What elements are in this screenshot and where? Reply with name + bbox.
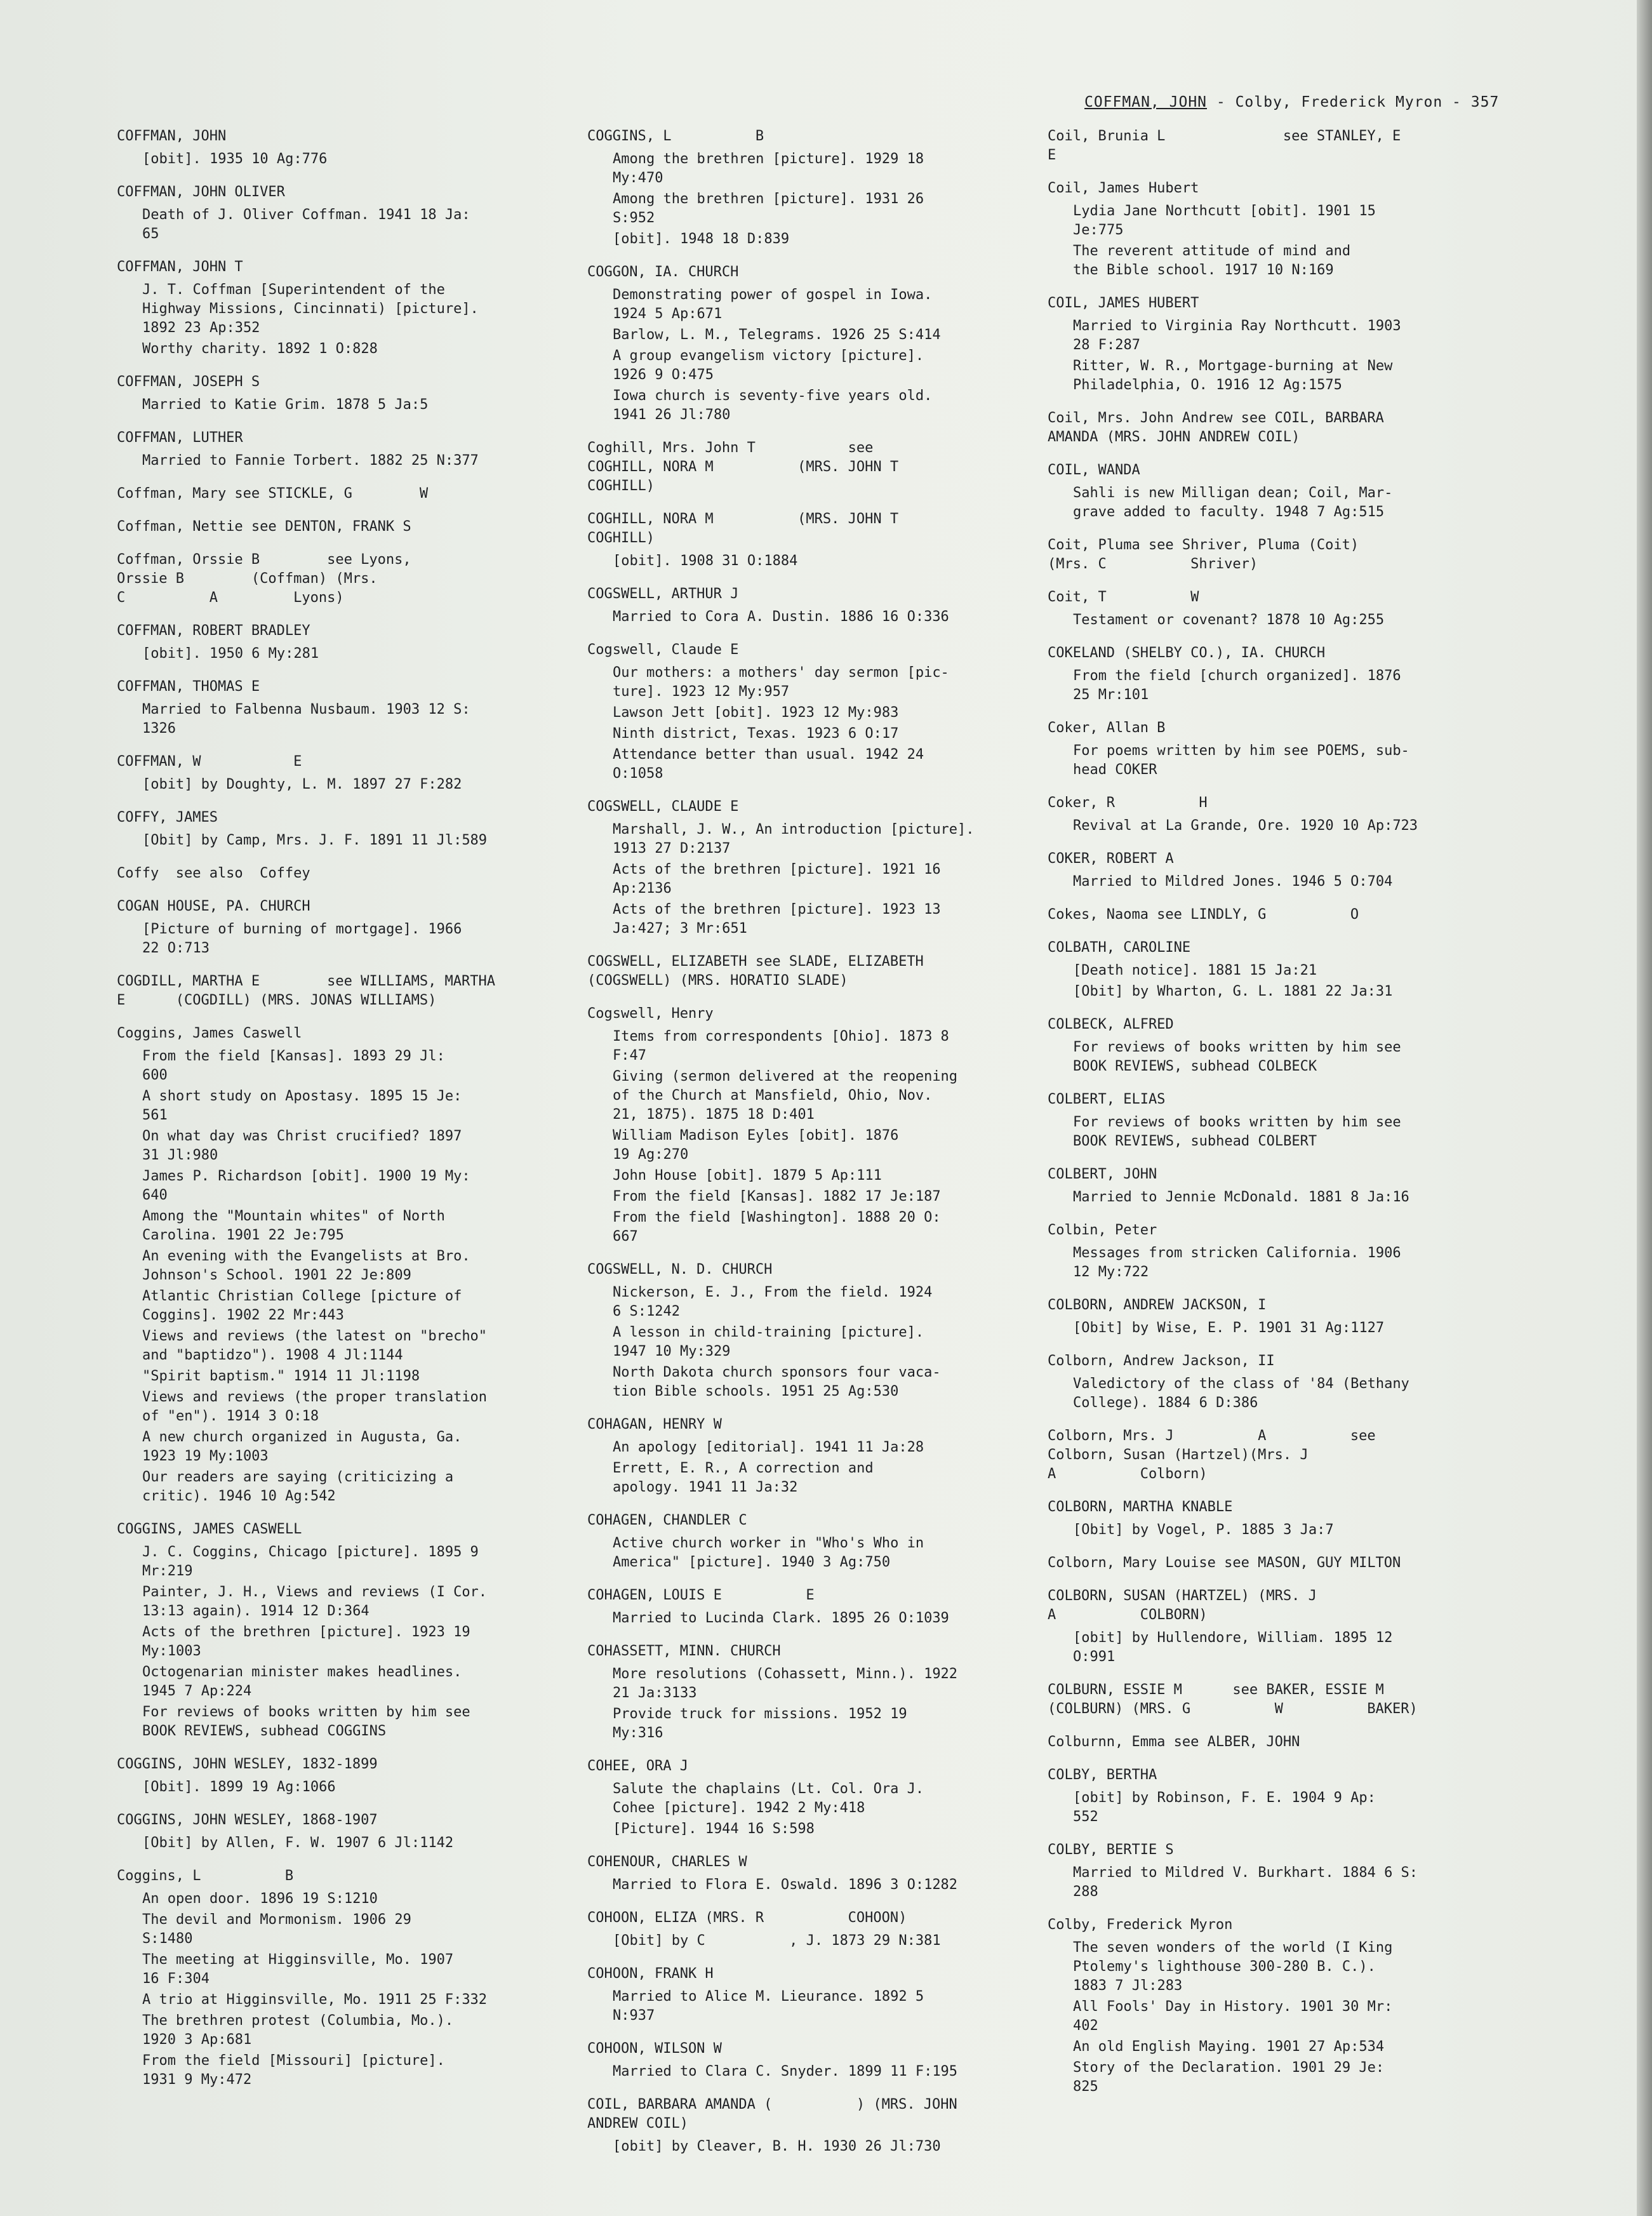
citation-line: Among the "Mountain whites" of North Carolina. 1901 22 Je:795 xyxy=(142,1208,445,1243)
index-entry xyxy=(587,1965,1089,2026)
citation-line: Views and reviews (the proper translation of "en"). 1914 3 O:18 xyxy=(142,1389,488,1424)
index-entry xyxy=(587,1511,1089,1572)
citation-line: Married to Clara C. Snyder. 1899 11 F:195 xyxy=(613,2064,958,2079)
entry-heading: COGSWELL, N. D. CHURCH xyxy=(587,1262,773,1278)
entry-heading: Coit, T W xyxy=(1048,589,1199,605)
citation-line: [obit]. 1935 10 Ag:776 xyxy=(142,151,328,167)
citation-line: Octogenarian minister makes headlines. 1945 7 Ap:224 xyxy=(142,1664,462,1699)
entry-heading: COGSWELL, CLAUDE E xyxy=(587,799,739,815)
index-entry xyxy=(1048,905,1549,924)
citation-line: Provide truck for missions. 1952 19 My:316 xyxy=(613,1706,907,1741)
index-entry xyxy=(587,1757,1089,1839)
index-entry xyxy=(587,1642,1089,1743)
citation-line: [Obit] by Wise, E. P. 1901 31 Ag:1127 xyxy=(1073,1320,1385,1336)
index-entry xyxy=(1048,1427,1549,1484)
citation-line: Married to Mildred Jones. 1946 5 O:704 xyxy=(1073,874,1393,890)
citation-line: [obit]. 1908 31 O:1884 xyxy=(613,553,798,569)
entry-heading: COFFMAN, LUTHER xyxy=(117,430,243,446)
citation-line: Barlow, L. M., Telegrams. 1926 25 S:414 xyxy=(613,327,941,343)
entry-heading: COGGINS, JAMES CASWELL xyxy=(117,1521,302,1537)
citation-line: Valedictory of the class of '84 (Bethany College). 1884 6 D:386 xyxy=(1073,1376,1409,1411)
citation-line: [obit] by Robinson, F. E. 1904 9 Ap: 552 xyxy=(1073,1790,1376,1825)
citation-line: Ninth district, Texas. 1923 6 O:17 xyxy=(613,726,899,742)
index-entry xyxy=(117,373,618,415)
index-entry xyxy=(587,127,1089,249)
citation-line: An open door. 1896 19 S:1210 xyxy=(142,1891,378,1907)
entry-heading: COHOON, FRANK H xyxy=(587,1966,714,1982)
entry-heading: COGGINS, JOHN WESLEY, 1868-1907 xyxy=(117,1812,378,1828)
citation-line: Among the brethren [picture]. 1929 18 My:470 xyxy=(613,151,924,186)
index-entry xyxy=(117,1867,618,2090)
index-column-3 xyxy=(1048,127,1549,2111)
citation-line: All Fools' Day in History. 1901 30 Mr: 402 xyxy=(1073,1999,1393,2034)
citation-line: Errett, E. R., A correction and apology. 1941 11 Ja:32 xyxy=(613,1460,874,1495)
entry-heading: COGDILL, MARTHA E see WILLIAMS, MARTHA E (COGDILL) (MRS. JONAS WILLIAMS) xyxy=(117,973,496,1008)
citation-line: Attendance better than usual. 1942 24 O:1058 xyxy=(613,747,924,782)
citation-line: Death of J. Oliver Coffman. 1941 18 Ja: 65 xyxy=(142,207,470,242)
citation-line: Our mothers: a mothers' day sermon [pic- ture]. 1923 12 My:957 xyxy=(613,665,949,700)
citation-line: From the field [Missouri] [picture]. 1931 9 My:472 xyxy=(142,2053,445,2088)
entry-heading: COKER, ROBERT A xyxy=(1048,851,1174,867)
citation-line: North Dakota church sponsors four vaca- tion Bible schools. 1951 25 Ag:530 xyxy=(613,1365,941,1399)
entry-heading: Cokes, Naoma see LINDLY, G O xyxy=(1048,907,1359,923)
citation-line: [obit]. 1950 6 My:281 xyxy=(142,646,319,662)
entry-heading: Coffy see also Coffey xyxy=(117,865,310,881)
citation-line: James P. Richardson [obit]. 1900 19 My: 640 xyxy=(142,1168,470,1203)
entry-heading: Coil, Brunia L see STANLEY, E E xyxy=(1048,128,1401,163)
citation-line: The meeting at Higginsville, Mo. 1907 16 F:304 xyxy=(142,1952,454,1987)
index-entry xyxy=(587,1909,1089,1951)
index-entry xyxy=(587,585,1089,627)
entry-heading: COHAGEN, CHANDLER C xyxy=(587,1512,747,1528)
citation-line: Married to Fannie Torbert. 1882 25 N:377 xyxy=(142,453,479,469)
index-entry xyxy=(587,510,1089,571)
entry-heading: COGAN HOUSE, PA. CHURCH xyxy=(117,898,310,914)
entry-heading: COHENOUR, CHARLES W xyxy=(587,1854,747,1870)
index-entry xyxy=(587,641,1089,784)
citation-line: Married to Jennie McDonald. 1881 8 Ja:16 xyxy=(1073,1189,1409,1205)
index-entry xyxy=(587,1853,1089,1895)
citation-line: "Spirit baptism." 1914 11 Jl:1198 xyxy=(142,1368,420,1384)
entry-heading: COFFMAN, ROBERT BRADLEY xyxy=(117,623,310,639)
citation-line: Sahli is new Milligan dean; Coil, Mar- grave added to faculty. 1948 7 Ag:515 xyxy=(1073,485,1393,520)
entry-heading: Coggins, L B xyxy=(117,1868,294,1884)
index-entry xyxy=(1048,719,1549,780)
citation-line: Acts of the brethren [picture]. 1923 19 My:1003 xyxy=(142,1624,470,1659)
running-head-right: - Colby, Frederick Myron - 357 xyxy=(1216,94,1500,110)
citation-line: Iowa church is seventy-five years old. 1941 26 Jl:780 xyxy=(613,388,933,423)
index-entry xyxy=(1048,294,1549,395)
entry-heading: Cogswell, Henry xyxy=(587,1006,714,1022)
index-entry xyxy=(117,622,618,664)
index-entry xyxy=(117,258,618,359)
citation-line: Active church worker in "Who's Who in America" [picture]. 1940 3 Ag:750 xyxy=(613,1535,924,1570)
index-entry xyxy=(1048,1165,1549,1207)
entry-heading: Coit, Pluma see Shriver, Pluma (Coit) (Mrs. C Shriver) xyxy=(1048,537,1359,572)
citation-line: For poems written by him see POEMS, sub- head COKER xyxy=(1073,743,1409,778)
index-entry xyxy=(1048,850,1549,891)
citation-line: William Madison Eyles [obit]. 1876 19 Ag:270 xyxy=(613,1128,899,1163)
index-entry xyxy=(117,897,618,958)
index-entry xyxy=(1048,1733,1549,1752)
entry-heading: Coker, Allan B xyxy=(1048,720,1166,736)
entry-heading: COHOON, ELIZA (MRS. R COHOON) xyxy=(587,1910,907,1926)
citation-line: [Picture]. 1944 16 S:598 xyxy=(613,1821,815,1837)
entry-heading: Coker, R H xyxy=(1048,795,1208,811)
citation-line: The reverent attitude of mind and the Bible school. 1917 10 N:169 xyxy=(1073,243,1351,278)
citation-line: From the field [Kansas]. 1893 29 Jl: 600 xyxy=(142,1048,445,1083)
index-entry xyxy=(117,752,618,794)
index-entry xyxy=(587,2039,1089,2081)
entry-heading: COLBECK, ALFRED xyxy=(1048,1017,1174,1032)
citation-line: Our readers are saying (criticizing a critic). 1946 10 Ag:542 xyxy=(142,1469,454,1504)
citation-line: [Obit] by C , J. 1873 29 N:381 xyxy=(613,1933,941,1949)
citation-line: Acts of the brethren [picture]. 1921 16 Ap:2136 xyxy=(613,862,941,897)
citation-line: [Picture of burning of mortgage]. 1966 22 O:713 xyxy=(142,921,462,956)
citation-line: Married to Mildred V. Burkhart. 1884 6 S: 288 xyxy=(1073,1865,1418,1900)
citation-line: [Obit] by Camp, Mrs. J. F. 1891 11 Jl:589 xyxy=(142,832,488,848)
entry-heading: COLBORN, MARTHA KNABLE xyxy=(1048,1499,1233,1515)
entry-heading: COIL, WANDA xyxy=(1048,462,1140,478)
entry-heading: Colborn, Mary Louise see MASON, GUY MILTON xyxy=(1048,1555,1401,1571)
index-entry xyxy=(1048,409,1549,447)
index-entry xyxy=(1048,1841,1549,1902)
index-entry xyxy=(587,798,1089,938)
running-head xyxy=(1084,94,1643,110)
entry-heading: COLBATH, CAROLINE xyxy=(1048,940,1191,956)
citation-line: An evening with the Evangelists at Bro. Johnson's School. 1901 22 Je:809 xyxy=(142,1248,470,1283)
entry-heading: COKELAND (SHELBY CO.), IA. CHURCH xyxy=(1048,645,1326,661)
index-entry xyxy=(1048,1352,1549,1413)
citation-line: Lydia Jane Northcutt [obit]. 1901 15 Je:775 xyxy=(1073,203,1376,238)
entry-heading: COGGINS, L B xyxy=(587,128,764,144)
entry-heading: Cogswell, Claude E xyxy=(587,642,739,658)
citation-line: A group evangelism victory [picture]. 1926 9 O:475 xyxy=(613,348,924,383)
index-entry xyxy=(1048,1221,1549,1282)
citation-line: Testament or covenant? 1878 10 Ag:255 xyxy=(1073,612,1385,628)
index-entry xyxy=(117,484,618,504)
index-entry xyxy=(587,1005,1089,1246)
index-entry xyxy=(587,1586,1089,1628)
entry-heading: COGSWELL, ELIZABETH see SLADE, ELIZABETH (COGSWELL) (MRS. HORATIO SLADE) xyxy=(587,954,924,989)
entry-heading: COGGINS, JOHN WESLEY, 1832-1899 xyxy=(117,1756,378,1772)
citation-line: [obit] by Doughty, L. M. 1897 27 F:282 xyxy=(142,777,462,792)
citation-line: Demonstrating power of gospel in Iowa. 1924 5 Ap:671 xyxy=(613,287,933,322)
entry-heading: Colburnn, Emma see ALBER, JOHN xyxy=(1048,1734,1300,1750)
citation-line: From the field [Kansas]. 1882 17 Je:187 xyxy=(613,1189,941,1205)
entry-heading: Coghill, Mrs. John T see COGHILL, NORA M (MRS. JOHN T COGHILL) xyxy=(587,440,899,494)
citation-line: Married to Cora A. Dustin. 1886 16 O:336 xyxy=(613,609,949,625)
citation-line: On what day was Christ crucified? 1897 31 Jl:980 xyxy=(142,1128,462,1163)
index-entry xyxy=(1048,179,1549,280)
citation-line: An old English Maying. 1901 27 Ap:534 xyxy=(1073,2039,1385,2055)
entry-heading: COFFMAN, JOSEPH S xyxy=(117,374,260,390)
entry-heading: Coffman, Nettie see DENTON, FRANK S xyxy=(117,519,411,535)
citation-line: The brethren protest (Columbia, Mo.). 1920 3 Ap:681 xyxy=(142,2013,454,2048)
citation-line: John House [obit]. 1879 5 Ap:111 xyxy=(613,1168,882,1184)
citation-line: From the field [Washington]. 1888 20 O: 667 xyxy=(613,1210,941,1245)
entry-heading: COGSWELL, ARTHUR J xyxy=(587,586,739,602)
index-entry xyxy=(587,1415,1089,1497)
entry-heading: COGGON, IA. CHURCH xyxy=(587,264,739,280)
citation-line: Items from correspondents [Ohio]. 1873 8 F:47 xyxy=(613,1029,949,1064)
entry-heading: Colby, Frederick Myron xyxy=(1048,1917,1233,1933)
entry-heading: COFFMAN, THOMAS E xyxy=(117,679,260,695)
index-entry xyxy=(117,1755,618,1797)
index-entry xyxy=(117,1024,618,1506)
citation-line: Painter, J. H., Views and reviews (I Cor. 13:13 again). 1914 12 D:364 xyxy=(142,1584,488,1619)
index-entry xyxy=(1048,1681,1549,1719)
citation-line: Married to Alice M. Lieurance. 1892 5 N:937 xyxy=(613,1989,924,2024)
citation-line: Atlantic Christian College [picture of Coggins]. 1902 22 Mr:443 xyxy=(142,1288,462,1323)
index-entry xyxy=(1048,794,1549,836)
index-entry xyxy=(117,677,618,738)
citation-line: More resolutions (Cohassett, Minn.). 1922 21 Ja:3133 xyxy=(613,1666,958,1701)
index-entry xyxy=(117,183,618,244)
index-entry xyxy=(117,864,618,883)
index-entry xyxy=(1048,536,1549,574)
citation-line: Married to Falbenna Nusbaum. 1903 12 S: 1326 xyxy=(142,702,470,737)
entry-heading: COLBY, BERTIE S xyxy=(1048,1842,1174,1858)
index-column-2 xyxy=(587,127,1089,2170)
citation-line: [Obit] by Wharton, G. L. 1881 22 Ja:31 xyxy=(1073,984,1393,999)
citation-line: J. T. Coffman [Superintendent of the Highway Missions, Cincinnati) [picture]. 1892 23 Ap:352 xyxy=(142,282,479,336)
citation-line: A short study on Apostasy. 1895 15 Je: 561 xyxy=(142,1088,462,1123)
citation-line: Messages from stricken California. 1906 12 My:722 xyxy=(1073,1245,1401,1280)
citation-line: [Obit]. 1899 19 Ag:1066 xyxy=(142,1779,336,1795)
index-entry xyxy=(1048,1554,1549,1573)
citation-line: [obit]. 1948 18 D:839 xyxy=(613,231,790,247)
entry-heading: COFFMAN, JOHN T xyxy=(117,259,243,275)
entry-heading: COHOON, WILSON W xyxy=(587,2041,722,2057)
index-entry xyxy=(587,2095,1089,2156)
entry-heading: COHAGEN, LOUIS E E xyxy=(587,1587,815,1603)
entry-heading: COFFMAN, JOHN xyxy=(117,128,227,144)
entry-heading: COHAGAN, HENRY W xyxy=(587,1417,722,1432)
citation-line: Views and reviews (the latest on "brecho" and "baptidzo"). 1908 4 Jl:1144 xyxy=(142,1328,488,1363)
entry-heading: Coffman, Mary see STICKLE, G W xyxy=(117,486,429,502)
index-entry xyxy=(1048,644,1549,705)
entry-heading: Coggins, James Caswell xyxy=(117,1025,302,1041)
citation-line: The devil and Mormonism. 1906 29 S:1480 xyxy=(142,1912,411,1947)
citation-line: For reviews of books written by him see BOOK REVIEWS, subhead COLBECK xyxy=(1073,1039,1401,1074)
running-head-left: COFFMAN, JOHN xyxy=(1084,94,1208,110)
citation-line: J. C. Coggins, Chicago [picture]. 1895 9 Mr:219 xyxy=(142,1544,479,1579)
citation-line: A trio at Higginsville, Mo. 1911 25 F:332 xyxy=(142,1992,488,2008)
citation-line: For reviews of books written by him see BOOK REVIEWS, subhead COGGINS xyxy=(142,1704,470,1739)
citation-line: Salute the chaplains (Lt. Col. Ora J. Cohee [picture]. 1942 2 My:418 xyxy=(613,1781,924,1816)
entry-heading: COHEE, ORA J xyxy=(587,1758,688,1774)
citation-line: [Obit] by Allen, F. W. 1907 6 Jl:1142 xyxy=(142,1835,454,1851)
citation-line: Story of the Declaration. 1901 29 Je: 825 xyxy=(1073,2060,1385,2095)
citation-line: [obit] by Hullendore, William. 1895 12 O:991 xyxy=(1073,1630,1393,1665)
citation-line: Giving (sermon delivered at the reopening of the Church at Mansfield, Ohio, Nov. 21, 1875). 1875 18 D:401 xyxy=(613,1069,958,1123)
index-entry xyxy=(1048,1015,1549,1076)
index-entry xyxy=(117,429,618,471)
index-entry xyxy=(1048,127,1549,165)
entry-heading: COGHILL, NORA M (MRS. JOHN T COGHILL) xyxy=(587,511,899,546)
index-entry xyxy=(587,263,1089,425)
citation-line: Worthy charity. 1892 1 O:828 xyxy=(142,341,378,357)
citation-line: [Death notice]. 1881 15 Ja:21 xyxy=(1073,963,1317,978)
citation-line: Nickerson, E. J., From the field. 1924 6 S:1242 xyxy=(613,1285,933,1319)
citation-line: Married to Katie Grim. 1878 5 Ja:5 xyxy=(142,397,429,413)
entry-heading: COFFMAN, W E xyxy=(117,754,302,770)
index-entry xyxy=(117,808,618,850)
entry-heading: Coffman, Orssie B see Lyons, Orssie B (Coffman) (Mrs. C A Lyons) xyxy=(117,552,411,606)
entry-heading: COHASSETT, MINN. CHURCH xyxy=(587,1643,781,1659)
entry-heading: COLBY, BERTHA xyxy=(1048,1767,1157,1783)
entry-heading: COLBORN, SUSAN (HARTZEL) (MRS. J A COLBORN) xyxy=(1048,1588,1317,1623)
entry-heading: Coil, Mrs. John Andrew see COIL, BARBARA AMANDA (MRS. JOHN ANDREW COIL) xyxy=(1048,410,1384,445)
index-entry xyxy=(1048,1916,1549,2097)
entry-heading: Colborn, Andrew Jackson, II xyxy=(1048,1353,1275,1369)
index-entry xyxy=(117,1520,618,1741)
entry-heading: Colborn, Mrs. J A see Colborn, Susan (Hartzel)(Mrs. J A Colborn) xyxy=(1048,1428,1376,1482)
index-entry xyxy=(117,551,618,608)
citation-line: Revival at La Grande, Ore. 1920 10 Ap:723 xyxy=(1073,818,1418,834)
entry-heading: COLBERT, ELIAS xyxy=(1048,1091,1166,1107)
index-entry xyxy=(587,1260,1089,1401)
index-entry xyxy=(1048,461,1549,522)
citation-line: An apology [editorial]. 1941 11 Ja:28 xyxy=(613,1439,924,1455)
entry-heading: COIL, BARBARA AMANDA ( ) (MRS. JOHN ANDREW COIL) xyxy=(587,2097,957,2132)
index-entry xyxy=(117,972,618,1010)
index-entry xyxy=(1048,1090,1549,1151)
index-entry xyxy=(117,1811,618,1853)
citation-line: Among the brethren [picture]. 1931 26 S:952 xyxy=(613,191,924,226)
entry-heading: COFFMAN, JOHN OLIVER xyxy=(117,184,285,200)
entry-heading: COIL, JAMES HUBERT xyxy=(1048,295,1199,311)
index-entry xyxy=(1048,938,1549,1001)
citation-line: The seven wonders of the world (I King Ptolemy's lighthouse 300-280 B. C.). 1883 7 Jl:283 xyxy=(1073,1940,1393,1994)
citation-line: Lawson Jett [obit]. 1923 12 My:983 xyxy=(613,705,899,721)
entry-heading: COLBERT, JOHN xyxy=(1048,1166,1157,1182)
citation-line: [obit] by Cleaver, B. H. 1930 26 Jl:730 xyxy=(613,2139,941,2154)
page-edge-shadow xyxy=(1637,0,1652,2216)
index-entry xyxy=(1048,1587,1549,1667)
index-entry xyxy=(1048,1296,1549,1338)
citation-line: Acts of the brethren [picture]. 1923 13 Ja:427; 3 Mr:651 xyxy=(613,902,941,937)
index-entry xyxy=(117,517,618,537)
index-entry xyxy=(1048,1766,1549,1827)
index-entry xyxy=(587,952,1089,991)
citation-line: Married to Lucinda Clark. 1895 26 O:1039 xyxy=(613,1610,949,1626)
citation-line: For reviews of books written by him see BOOK REVIEWS, subhead COLBERT xyxy=(1073,1114,1401,1149)
citation-line: A new church organized in Augusta, Ga. 1923 19 My:1003 xyxy=(142,1429,462,1464)
citation-line: Married to Virginia Ray Northcutt. 1903 28 F:287 xyxy=(1073,318,1401,353)
entry-heading: COFFY, JAMES xyxy=(117,810,218,825)
index-entry xyxy=(117,127,618,169)
citation-line: A lesson in child-training [picture]. 1947 10 My:329 xyxy=(613,1325,924,1359)
citation-line: Marshall, J. W., An introduction [picture]. 1913 27 D:2137 xyxy=(613,822,975,857)
index-entry xyxy=(1048,1498,1549,1540)
citation-line: Ritter, W. R., Mortgage-burning at New Philadelphia, O. 1916 12 Ag:1575 xyxy=(1073,358,1393,393)
entry-heading: Coil, James Hubert xyxy=(1048,180,1199,196)
index-entry xyxy=(1048,588,1549,630)
citation-line: From the field [church organized]. 1876 25 Mr:101 xyxy=(1073,668,1401,703)
entry-heading: Colbin, Peter xyxy=(1048,1222,1157,1238)
index-entry xyxy=(587,439,1089,496)
index-column-1 xyxy=(117,127,618,2104)
entry-heading: COLBORN, ANDREW JACKSON, I xyxy=(1048,1297,1267,1313)
citation-line: [Obit] by Vogel, P. 1885 3 Ja:7 xyxy=(1073,1522,1334,1538)
citation-line: Married to Flora E. Oswald. 1896 3 O:1282 xyxy=(613,1877,958,1893)
entry-heading: COLBURN, ESSIE M see BAKER, ESSIE M (COLBURN) (MRS. G W BAKER) xyxy=(1048,1682,1418,1717)
